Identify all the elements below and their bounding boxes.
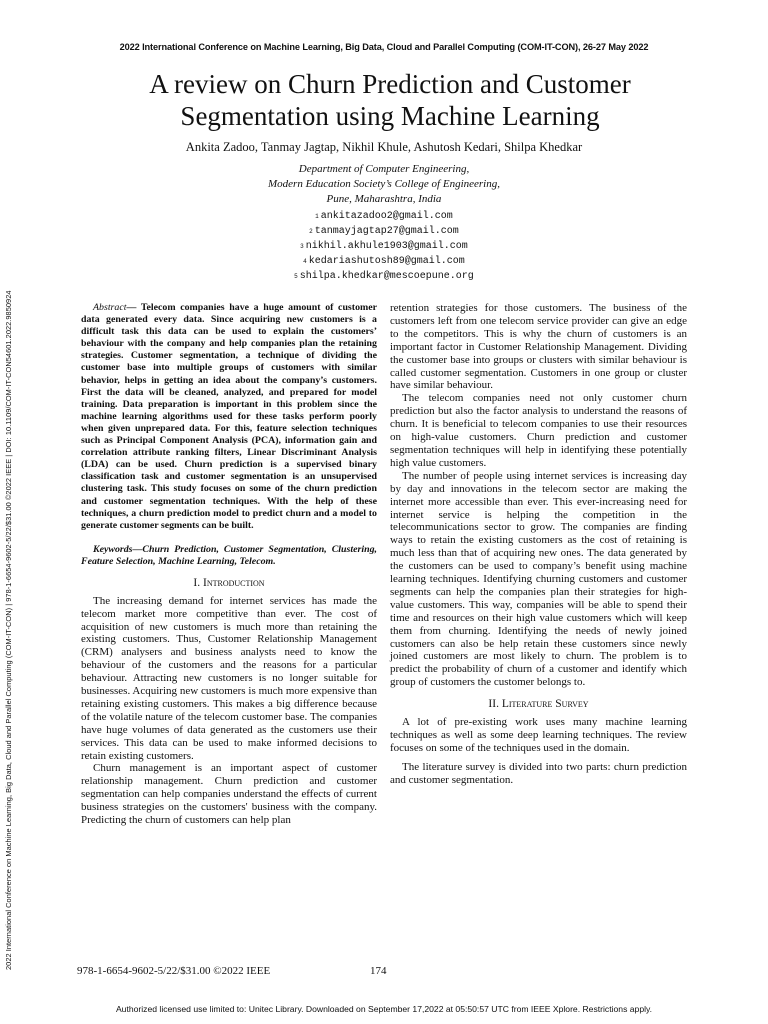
keywords: Keywords—Churn Prediction, Customer Segmentation, Clustering, Feature Selection, Machine Learning, Telecom. bbox=[81, 543, 377, 567]
email-address: nikhil.akhule1903@gmail.com bbox=[305, 241, 468, 252]
email-item[interactable] bbox=[0, 209, 768, 224]
conference-header: 2022 International Conference on Machine Learning, Big Data, Cloud and Parallel Computing (COM-IT-CON), 26-27 May 2022 bbox=[119, 42, 649, 52]
email-address: ankitazadoo2@gmail.com bbox=[320, 211, 453, 222]
author-list: Ankita Zadoo, Tanmay Jagtap, Nikhil Khule, Ashutosh Kedari, Shilpa Khedkar bbox=[185, 140, 583, 154]
footer-isbn: 978-1-6654-9602-5/22/$31.00 ©2022 IEEE bbox=[77, 965, 271, 977]
email-index: 3 bbox=[300, 243, 304, 250]
email-index: 4 bbox=[303, 258, 307, 265]
survey-paragraph: The literature survey is divided into two parts: churn prediction and customer segmentation. bbox=[390, 760, 687, 786]
email-index: 1 bbox=[315, 213, 319, 220]
body-paragraph: The telecom companies need not only customer churn prediction but also the factor analysis to understand the reasons of churn. It is beneficial to telecom companies to use their resources on high-value customers. Churn prediction and customer segmentation techniques will help in identifying these potentially high value customers. bbox=[390, 392, 687, 469]
abstract bbox=[81, 302, 377, 532]
survey-paragraph: A lot of pre-existing work uses many machine learning techniques as well as some deep learning techniques. The review focuses on some of the techniques used in the domain. bbox=[390, 716, 687, 754]
email-address: tanmayjagtap27@gmail.com bbox=[314, 226, 459, 237]
page-number: 174 bbox=[370, 965, 387, 977]
abstract-dash: — bbox=[126, 302, 141, 313]
section-heading-introduction: I. Introduction bbox=[193, 576, 265, 589]
email-address: shilpa.khedkar@mescoepune.org bbox=[299, 271, 474, 282]
email-item[interactable] bbox=[0, 254, 768, 269]
affiliation-location: Pune, Maharashtra, India bbox=[326, 193, 442, 205]
license-notice: Authorized licensed use limited to: Unitec Library. Downloaded on September 17,2022 at 05:50:57 UTC from IEEE Xplore. Restrictions apply. bbox=[115, 1004, 653, 1014]
intro-paragraph: Churn management is an important aspect of customer relationship management. Churn prediction and customer segmentation can help companies understand the effects of current business strategies on the customers' business with the company. Predicting the churn of customers can help plan bbox=[81, 762, 377, 827]
email-item[interactable] bbox=[0, 224, 768, 239]
email-item[interactable] bbox=[0, 239, 768, 254]
email-address: kedariashutosh89@gmail.com bbox=[308, 256, 465, 267]
intro-paragraph: The increasing demand for internet services has made the telecom market more competitive than ever. The cost of acquisition of new customers is much more than retaining the existing customers. Thus, Customer Relationship Management (CRM) analysers and business analysts need to know the behaviour of the customers and the reasons for a particular behaviour. Attracting new customers is no longer suitable for businesses. Acquiring new customers is much more expensive than retaining existing customers. This makes a big difference because of the volatile nature of the telecom customer base. The companies have huge volumes of data generated as the customers use their services. This data can be used to make informed decisions to retain existing customers. bbox=[81, 594, 377, 762]
affiliation bbox=[0, 162, 768, 207]
right-column bbox=[390, 302, 687, 787]
abstract-lead: Abstract bbox=[93, 302, 127, 313]
side-doi-text: 2022 International Conference on Machine Learning, Big Data, Cloud and Parallel Computing (COM-IT-CON) | 978-1-6654-9602-5/22/$31.00 ©2022 IEEE | DOI: 10.1109/COM-IT-CON54601.2022.9850924 bbox=[4, 290, 13, 970]
section-heading-literature-survey: II. Literature Survey bbox=[488, 698, 589, 711]
abstract-body: Telecom companies have a huge amount of customer data generated every data. Since acquiring new customers is a difficult task this data can be used to explain the customers’ behaviour with the company and help companies plan the retaining strategies. Customer segmentation, a technique of dividing the customer base into multiple groups of customers with similar behavior, helps in getting an idea about the company’s customers. First the data will be cleaned, analyzed, and prepared for model training. Data preparation is important in this problem since the machine learning algorithms used for these tasks perform poorly when given unprepared data. For this, feature selection techniques such as Principal Component Analysis (PCA), information gain and correlation attribute ranking filters, Linear Discriminant Analysis (LDA) can be used. Churn prediction is a supervised binary classification task and customer segmentation is an unsupervised clustering task. This study focuses on some of the churn prediction and customer segmentation techniques. With the help of these techniques, a churn prediction model to predict churn and a model to generate customer segments can be built. bbox=[81, 302, 377, 531]
paper-title: A review on Churn Prediction and Customer Segmentation using Machine Learning bbox=[149, 69, 631, 131]
email-index: 2 bbox=[309, 228, 313, 235]
email-index: 5 bbox=[294, 273, 298, 280]
email-item[interactable] bbox=[0, 269, 768, 284]
body-paragraph: retention strategies for those customers. The business of the customers left from one telecom service provider can give an edge to the competitors. This is why the churn of customers is an important factor in Customer Relationship Management. Dividing the customer base into groups or clusters with similar behaviour is called customer segmentation. Customers in one group or cluster have similar behaviour. bbox=[390, 302, 687, 392]
affiliation-college: Modern Education Society’s College of Engineering, bbox=[268, 178, 500, 190]
left-column bbox=[81, 302, 377, 827]
body-paragraph: The number of people using internet services is increasing day by day and innovations in the telecom sector are making the internet more accessible than ever. This ever-increasing need for internet service is helping the competition in the telecommunications sector to grow. The companies are finding ways to retain the existing customers as the cost of retaining is much less than that of acquiring new ones. The data generated by the customers can be used to company’s benefit using machine learning techniques. Identifying churning customers and customer segments can help the companies plan their strategies for high-value customers. This way, companies will be able to spend their time and resources on their high value customers which will keep them from churning. Identifying the needs of newly joined customers can also be help retain these customers since newly joined customers are most likely to churn. The problem is to predict the probability of churn of a customer and identify which group of customers the customer belongs to. bbox=[390, 469, 687, 689]
email-list bbox=[0, 209, 768, 284]
affiliation-department: Department of Computer Engineering, bbox=[298, 163, 470, 175]
